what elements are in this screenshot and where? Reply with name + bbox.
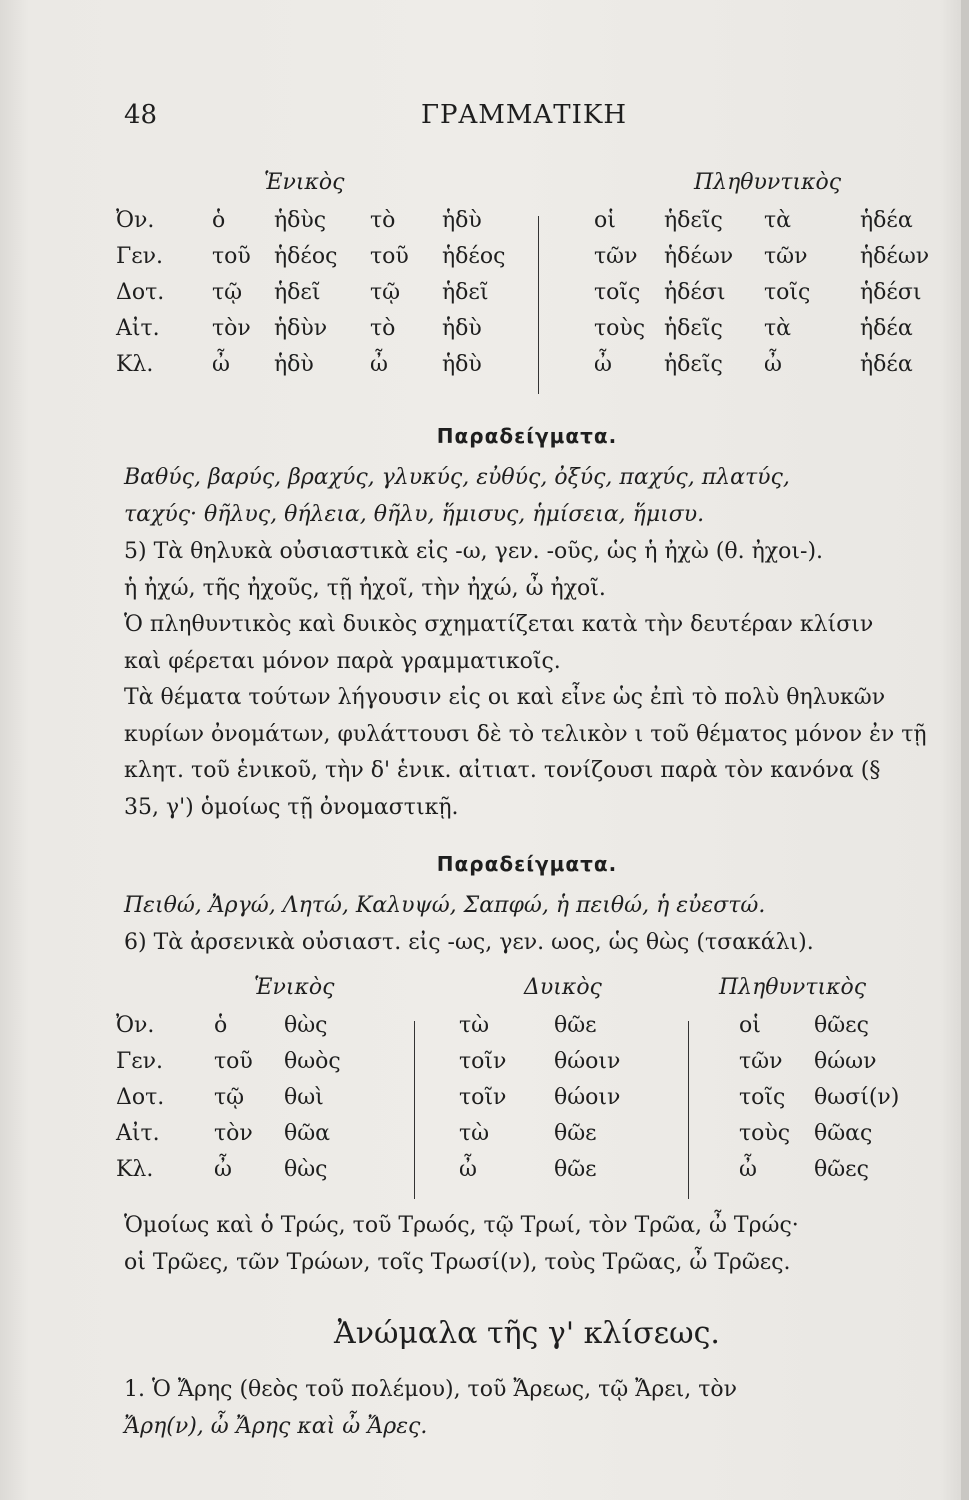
table-cell: τοῖς — [764, 280, 811, 305]
table-cell: ἡδέσι — [664, 280, 726, 305]
table-cell: τὸν — [214, 1121, 253, 1146]
table-cell: ὁ — [214, 1013, 228, 1038]
table-cell: ὦ — [214, 1157, 232, 1182]
table-cell: θῶε — [554, 1121, 597, 1146]
table-cell: τὰ — [764, 316, 792, 341]
table-cell: ἡδὺν — [274, 316, 328, 341]
table-row — [116, 244, 930, 280]
examples-text — [124, 460, 930, 533]
table-cell: ἡδέσι — [860, 280, 922, 305]
table-cell: θώοιν — [554, 1085, 621, 1110]
table-cell: ἡδεῖ — [274, 280, 321, 305]
text-line: οἱ Τρῶες, τῶν Τρώων, τοῖς Τρωσί(ν), τοὺς Τρῶας, ὦ Τρῶες. — [124, 1249, 791, 1275]
case-label: Αἰτ. — [116, 316, 160, 341]
text-line: ἡ ἠχώ, τῆς ἠχοῦς, τῇ ἠχοῖ, τὴν ἠχώ, ὦ ἠχοῖ. — [124, 575, 606, 601]
table-cell: τοῖς — [594, 280, 641, 305]
table-cell: ἡδὺ — [274, 352, 314, 377]
table-cell: ὁ — [212, 208, 226, 233]
table-cell: ἡδεῖς — [664, 208, 723, 233]
table-cell: ἡδέος — [274, 244, 338, 269]
table-cell: θωὸς — [284, 1049, 341, 1074]
case-label: Γεν. — [116, 244, 164, 269]
table-cell: ἡδὺ — [442, 208, 482, 233]
running-title: ΓΡΑΜΜΑΤΙΚΗ — [420, 100, 628, 130]
table-cell: τοῦ — [370, 244, 409, 269]
table-cell: τοῦ — [212, 244, 251, 269]
table-cell: ἡδὺς — [274, 208, 327, 233]
table-cell: ἡδεῖ — [442, 280, 489, 305]
table-row — [116, 280, 930, 316]
table-cell: τῷ — [214, 1085, 245, 1110]
text-line: κυρίων ὀνομάτων, φυλάττουσι δὲ τὸ τελικὸν ι τοῦ θέματος μόνον ἐν τῇ — [124, 721, 927, 747]
table-cell: τὸν — [212, 316, 251, 341]
text-line: κλητ. τοῦ ἑνικοῦ, τὴν δ' ἑνικ. αἰτιατ. τονίζουσι παρὰ τὸν κανόνα (§ — [124, 758, 881, 783]
table-cell: ἡδέα — [860, 352, 913, 377]
item-1-paragraph — [124, 1372, 930, 1445]
table-cell: θὼς — [284, 1013, 328, 1038]
table-cell: τὼ — [459, 1121, 490, 1146]
case-label: Δοτ. — [116, 280, 165, 305]
table-cell: ἡδὺ — [442, 316, 482, 341]
table-header — [124, 975, 930, 1013]
table-cell: τοῖς — [739, 1085, 786, 1110]
examples-heading-2: Παραδείγματα. — [436, 852, 618, 876]
text-line: Πειθώ, Ἀργώ, Λητώ, Καλυψώ, Σαπφώ, ἡ πειθώ, ἡ εὐεστώ. — [124, 893, 766, 918]
rule-5-paragraph — [124, 534, 930, 826]
table-cell: ἡδέος — [442, 244, 506, 269]
table-cell: θωσί(ν) — [814, 1085, 900, 1110]
case-label: Ὀν. — [116, 1013, 155, 1038]
table-cell: ἡδεῖς — [664, 316, 723, 341]
table-cell: οἱ — [739, 1013, 761, 1038]
page-number: 48 — [124, 100, 158, 130]
table-cell: θώοιν — [554, 1049, 621, 1074]
table-cell: ὦ — [594, 352, 612, 377]
table-cell: θῶε — [554, 1013, 597, 1038]
case-label: Κλ. — [116, 1157, 154, 1182]
table-cell: ἡδέα — [860, 208, 913, 233]
text-line: Ὁμοίως καὶ ὁ Τρώς, τοῦ Τρωός, τῷ Τρωί, τὸν Τρῶα, ὦ Τρώς· — [124, 1213, 799, 1238]
table-cell: θῶας — [814, 1121, 873, 1146]
table-cell: ἡδὺ — [442, 352, 482, 377]
table-cell: τὼ — [459, 1013, 490, 1038]
table-cell: θωὶ — [284, 1085, 324, 1110]
text-line: Βαθύς, βαρύς, βραχύς, γλυκύς, εὐθύς, ὀξύς, παχύς, πλατύς, — [124, 465, 790, 490]
table-row — [116, 1013, 930, 1049]
table-cell: τοὺς — [594, 316, 646, 341]
plural-label: Πληθυντικὸς — [719, 975, 867, 1000]
text-line: 35, γ') ὁμοίως τῇ ὀνομαστικῇ. — [124, 794, 459, 820]
text-line: 1. Ὁ Ἄρης (θεὸς τοῦ πολέμου), τοῦ Ἄρεως, τῷ Ἄρει, τὸν — [124, 1377, 738, 1402]
table-cell: ἡδέων — [664, 244, 734, 269]
table-cell: ὦ — [370, 352, 388, 377]
table-row — [116, 352, 930, 388]
table-cell: τὸ — [370, 208, 396, 233]
text-line: 6) Τὰ ἀρσενικὰ οὐσιαστ. εἰς -ως, γεν. ωος, ὡς θὼς (τσακάλι). — [124, 929, 814, 955]
case-label: Δοτ. — [116, 1085, 165, 1110]
table-cell: θώων — [814, 1049, 877, 1074]
table-cell: τῷ — [370, 280, 401, 305]
table-cell: ὦ — [764, 352, 782, 377]
table-cell: θῶα — [284, 1121, 331, 1146]
table-cell: τὸ — [370, 316, 396, 341]
case-label: Κλ. — [116, 352, 154, 377]
singular-label: Ἑνικὸς — [264, 170, 345, 195]
table-cell: θῶε — [554, 1157, 597, 1182]
table-cell: τὰ — [764, 208, 792, 233]
table-row — [116, 1157, 930, 1193]
text-line: καὶ φέρεται μόνον παρὰ γραμματικοῖς. — [124, 648, 561, 674]
declension-table-hedys — [116, 170, 930, 388]
table-cell: τῶν — [739, 1049, 783, 1074]
table-cell: τοῖν — [459, 1085, 507, 1110]
text-line: ταχύς· θῆλυς, θήλεια, θῆλυ, ἥμισυς, ἡμίσεια, ἥμισυ. — [124, 501, 705, 527]
table-cell: θὼς — [284, 1157, 328, 1182]
table-row — [116, 1049, 930, 1085]
table-cell: θῶες — [814, 1013, 869, 1038]
section-title: Ἀνώμαλα τῆς γ' κλίσεως. — [334, 1316, 720, 1351]
examples-heading: Παραδείγματα. — [436, 424, 618, 448]
table-cell: τῶν — [764, 244, 808, 269]
similar-paragraph — [124, 1208, 930, 1281]
table-row — [116, 1085, 930, 1121]
plural-label: Πληθυντικὸς — [694, 170, 842, 195]
table-cell: ἡδεῖς — [664, 352, 723, 377]
table-cell: ὦ — [212, 352, 230, 377]
table-cell: τῶν — [594, 244, 638, 269]
table-row — [116, 1121, 930, 1157]
table-row — [116, 316, 930, 352]
table-cell: ὦ — [739, 1157, 757, 1182]
case-label: Αἰτ. — [116, 1121, 160, 1146]
table-cell: οἱ — [594, 208, 616, 233]
table-cell: τοῖν — [459, 1049, 507, 1074]
text-line: Ἄρη(ν), ὦ Ἄρης καὶ ὦ Ἄρες. — [124, 1413, 428, 1439]
table-row — [116, 208, 930, 244]
table-cell: ἡδέα — [860, 316, 913, 341]
page-header — [124, 100, 924, 140]
table-cell: τῷ — [212, 280, 243, 305]
table-cell: ὦ — [459, 1157, 477, 1182]
text-line: Ὁ πληθυντικὸς καὶ δυικὸς σχηματίζεται κατὰ τὴν δευτέραν κλίσιν — [124, 612, 874, 637]
table-cell: τοῦ — [214, 1049, 253, 1074]
table-cell: θῶες — [814, 1157, 869, 1182]
dual-label: Δυικὸς — [524, 975, 602, 1000]
text-line: 5) Τὰ θηλυκὰ οὐσιαστικὰ εἰς -ω, γεν. -οῦς, ὡς ἡ ἠχὼ (θ. ἠχοι-). — [124, 539, 824, 564]
case-label: Γεν. — [116, 1049, 164, 1074]
case-label: Ὀν. — [116, 208, 155, 233]
table-header — [124, 170, 930, 208]
text-line: Τὰ θέματα τούτων λήγουσιν εἰς οι καὶ εἶνε ὡς ἐπὶ τὸ πολὺ θηλυκῶν — [124, 685, 886, 710]
table-cell: τοὺς — [739, 1121, 791, 1146]
examples-and-rule-6 — [124, 888, 930, 961]
page-edge — [961, 0, 969, 1500]
declension-table-thos — [116, 975, 930, 1193]
singular-label: Ἑνικὸς — [254, 975, 335, 1000]
table-cell: ἡδέων — [860, 244, 930, 269]
